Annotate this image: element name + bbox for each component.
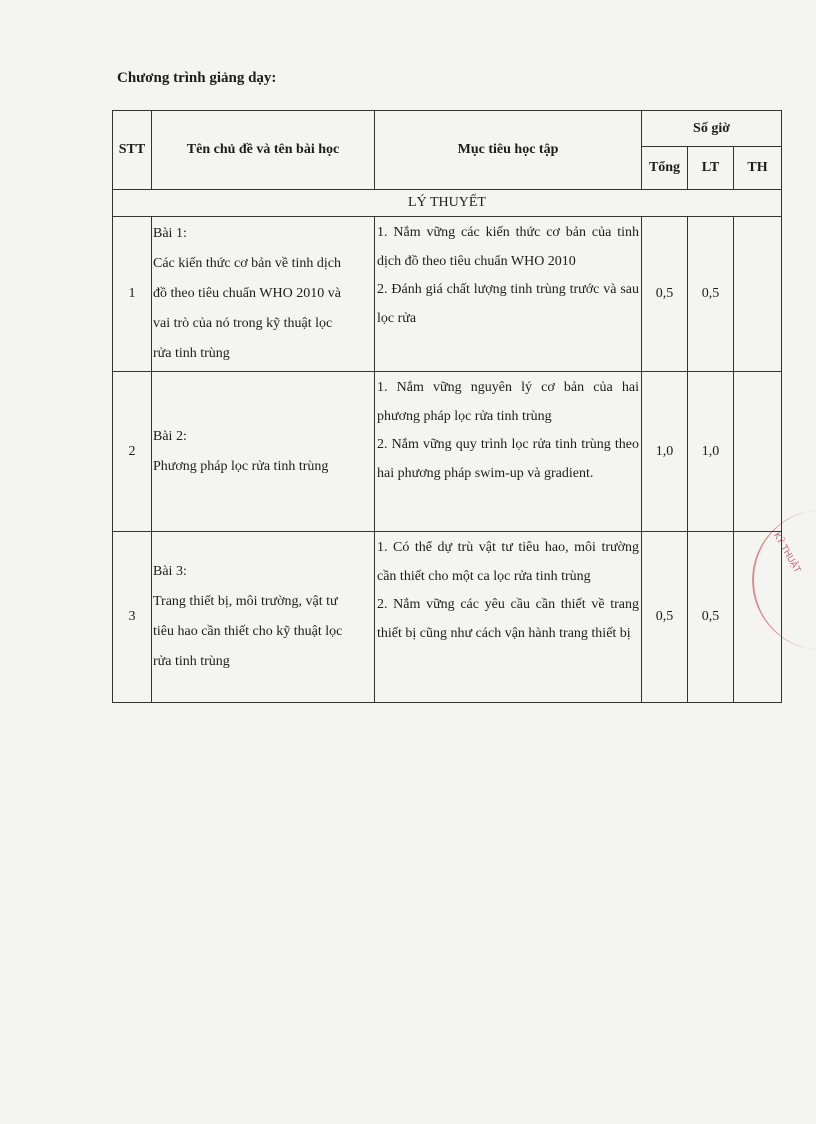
stamp-text: KỸ THUẬT — [770, 531, 802, 575]
row-objectives — [375, 217, 642, 372]
row-stt: 3 — [113, 532, 152, 703]
row-objectives — [375, 372, 642, 532]
row-topic — [152, 532, 375, 703]
topic-line: Bài 3: — [153, 564, 187, 579]
header-topic: Tên chủ đề và tên bài học — [152, 111, 375, 190]
row-th — [734, 217, 782, 372]
topic-line: rửa tinh trùng — [153, 654, 230, 669]
objective-2: 2. Nắm vững quy trình lọc rửa tinh trùng theo hai phương pháp swim-up và gradient. — [377, 437, 639, 481]
objective-2: 2. Nắm vững các yêu cầu cần thiết về trang thiết bị cũng như cách vận hành trang thiết bị — [377, 597, 639, 641]
page-title: Chương trình giảng dạy: — [117, 70, 277, 86]
header-stt: STT — [113, 111, 152, 190]
header-objectives: Mục tiêu học tập — [375, 111, 642, 190]
row-stt: 1 — [113, 217, 152, 372]
topic-line: tiêu hao cần thiết cho kỹ thuật lọc — [153, 624, 343, 639]
section-theory: LÝ THUYẾT — [113, 190, 782, 217]
row-th — [734, 372, 782, 532]
table-row — [113, 217, 782, 372]
row-stt: 2 — [113, 372, 152, 532]
header-hours: Số giờ — [642, 111, 782, 147]
curriculum-table — [112, 110, 782, 703]
objective-2: 2. Đánh giá chất lượng tinh trùng trước và sau lọc rửa — [377, 282, 639, 326]
row-total: 0,5 — [642, 217, 688, 372]
table-row — [113, 532, 782, 703]
topic-line: Trang thiết bị, môi trường, vật tư — [153, 594, 338, 609]
topic-line: Phương pháp lọc rửa tinh trùng — [153, 458, 329, 474]
topic-line: rửa tinh trùng — [153, 346, 230, 361]
row-topic — [152, 372, 375, 532]
row-lt: 0,5 — [688, 217, 734, 372]
row-total: 1,0 — [642, 372, 688, 532]
row-objectives — [375, 532, 642, 703]
topic-line: vai trò của nó trong kỹ thuật lọc — [153, 316, 333, 331]
header-lt: LT — [688, 147, 734, 190]
topic-line: đồ theo tiêu chuẩn WHO 2010 và — [153, 286, 341, 301]
header-total: Tổng — [642, 147, 688, 190]
row-topic — [152, 217, 375, 372]
topic-line: Bài 2: — [153, 428, 187, 444]
row-lt: 0,5 — [688, 532, 734, 703]
topic-line: Các kiến thức cơ bản về tinh dịch — [153, 256, 341, 271]
header-th: TH — [734, 147, 782, 190]
topic-line: Bài 1: — [153, 226, 187, 241]
objective-1: 1. Nắm vững các kiến thức cơ bản của tinh dịch đồ theo tiêu chuẩn WHO 2010 — [377, 225, 639, 269]
table-row — [113, 372, 782, 532]
objective-1: 1. Có thể dự trù vật tư tiêu hao, môi trường cần thiết cho một ca lọc rửa tinh trùng — [377, 540, 639, 584]
row-lt: 1,0 — [688, 372, 734, 532]
row-total: 0,5 — [642, 532, 688, 703]
objective-1: 1. Nắm vững nguyên lý cơ bản của hai phương pháp lọc rửa tinh trùng — [377, 380, 639, 424]
